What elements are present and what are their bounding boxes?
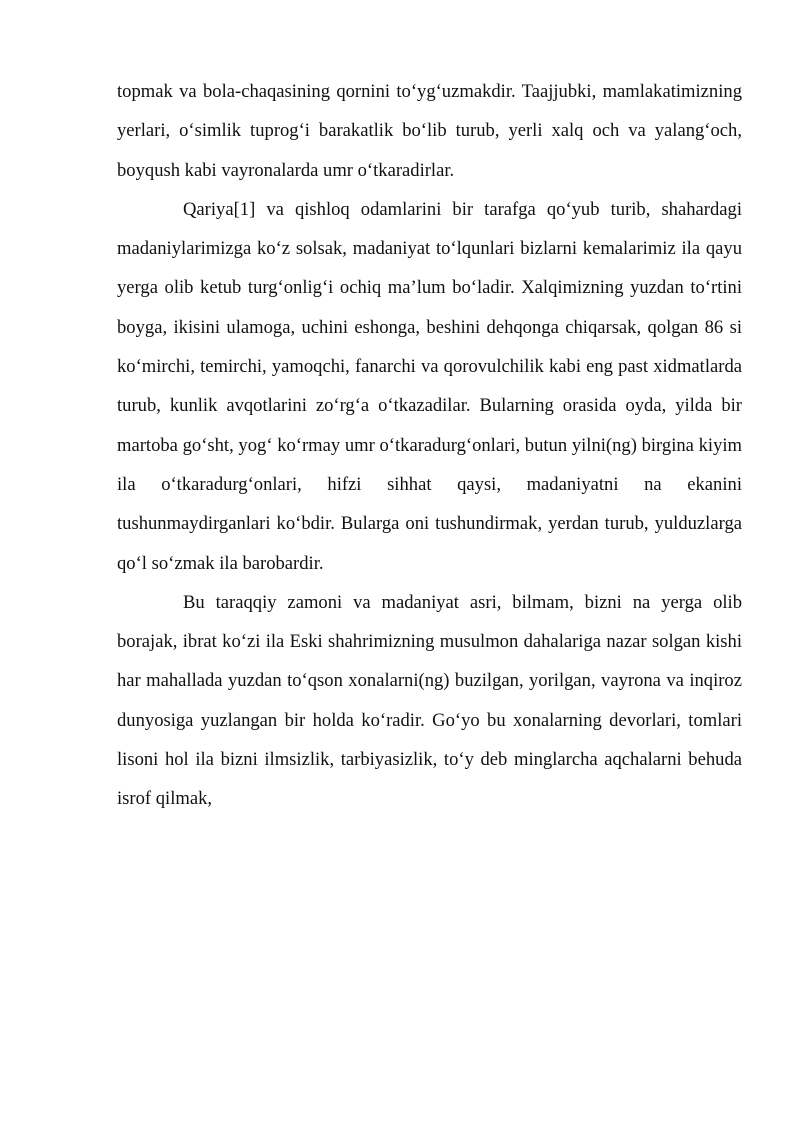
document-page bbox=[117, 72, 742, 819]
paragraph-2: Qariya[1] va qishloq odamlarini bir tarafga qo‘yub turib, shahardagi madaniylarimizga ko‘z solsak, madaniyat to‘lqunlari bizlarni kemalarimiz ila qayu yerga olib ketub turg‘onlig‘i ochiq ma’lum bo‘ladir. Xalqimizning yuzdan to‘rtini boyga, ikisini ulamoga, uchini eshonga, beshini dehqonga chiqarsak, qolgan 86 si ko‘mirchi, temirchi, yamoqchi, fanarchi va qorovulchilik kabi eng past xidmatlarda turub, kunlik avqotlarini zo‘rg‘a o‘tkazadilar. Bularning orasida oyda, yilda bir martoba go‘sht, yog‘ ko‘rmay umr o‘tkaradurg‘onlari, butun yilni(ng) birgina kiyim ila o‘tkaradurg‘onlari, hifzi sihhat qaysi, madaniyatni na ekanini tushunmaydirganlari ko‘bdir. Bularga oni tushundirmak, yerdan turub, yulduzlarga qo‘l so‘zmak ila barobardir. bbox=[117, 198, 742, 574]
paragraph-3: Bu taraqqiy zamoni va madaniyat asri, bilmam, bizni na yerga olib borajak, ibrat ko‘zi ila Eski shahrimizning musulmon dahalariga nazar solgan kishi har mahallada yuzdan to‘qson xonalarni(ng) buzilgan, yorilgan, vayrona va inqiroz dunyosiga yuzlangan bir holda ko‘radir. Go‘yo bu xonalarning devorlari, tomlari lisoni hol ila bizni ilmsizlik, tarbiyasizlik, to‘y deb minglarcha aqchalarni behuda isrof qilmak, bbox=[117, 591, 742, 810]
paragraph-1: topmak va bola-chaqasining qornini to‘yg‘uzmakdir. Taajjubki, mamlakatimizning yerlari, o‘simlik tuprog‘i barakatlik bo‘lib turub, yerli xalq och va yalang‘och, boyqush kabi vayronalarda umr o‘tkaradirlar. bbox=[117, 81, 742, 181]
